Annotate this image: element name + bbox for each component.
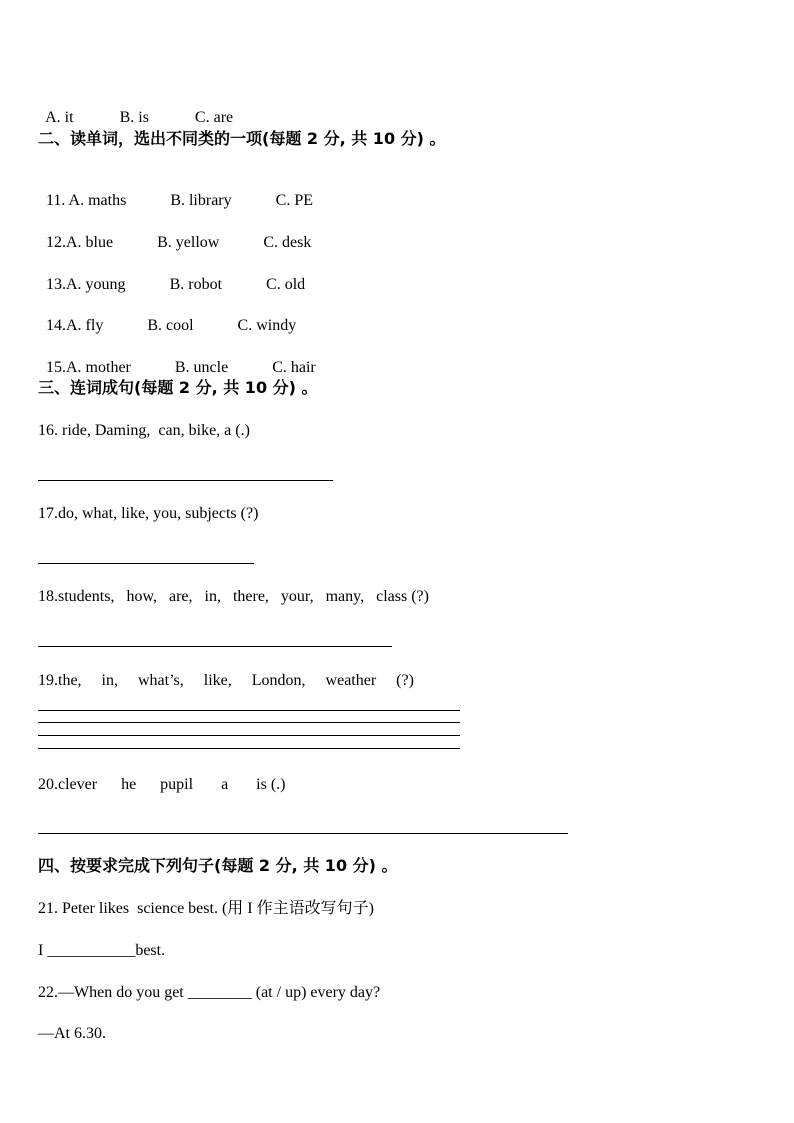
question-row	[38, 213, 311, 253]
option-c: C. PE	[275, 192, 313, 209]
answer-line-17[interactable]	[38, 563, 254, 564]
question-number: 14.	[46, 317, 66, 334]
option-a: A. mother	[66, 359, 131, 376]
section-heading-3: 三、连词成句(每题 2 分, 共 10 分) 。	[38, 378, 318, 397]
question-20: 20.clever he pupil a is (.)	[38, 776, 286, 793]
answer-line-19c[interactable]	[38, 735, 460, 736]
question-16: 16. ride, Daming, can, bike, a (.)	[38, 422, 250, 439]
section-heading-4: 四、按要求完成下列句子(每题 2 分, 共 10 分) 。	[38, 856, 398, 875]
question-19: 19.the, in, what’s, like, London, weather (?)	[38, 672, 414, 689]
question-21: 21. Peter likes science best. (用 I 作主语改写句子)	[38, 900, 374, 917]
option-c: C. hair	[272, 359, 316, 376]
question-row	[38, 296, 296, 336]
option-b: B. yellow	[157, 234, 220, 251]
option-a: A. young	[66, 276, 126, 293]
option-a: A. blue	[66, 234, 114, 251]
option-c: C. desk	[263, 234, 312, 251]
question-number: 13.	[46, 276, 66, 293]
option-a: A. maths	[68, 192, 127, 209]
option-a: A. fly	[66, 317, 104, 334]
option-c: C. are	[194, 109, 234, 126]
section-heading-2: 二、读单词，选出不同类的一项(每题 2 分, 共 10 分) 。	[38, 129, 446, 148]
question-18: 18.students, how, are, in, there, your, many, class (?)	[38, 588, 429, 605]
option-b: B. is	[119, 109, 149, 126]
question-row	[38, 255, 305, 295]
option-b: B. robot	[169, 276, 223, 293]
question-row	[38, 338, 316, 378]
option-a: A. it	[45, 109, 74, 126]
answer-line-16[interactable]	[38, 480, 333, 481]
answer-line-20[interactable]	[38, 833, 568, 834]
question-number: 12.	[46, 234, 66, 251]
answer-line-19d[interactable]	[38, 748, 460, 749]
answer-line-18[interactable]	[38, 646, 392, 647]
option-c: C. old	[266, 276, 306, 293]
question-22[interactable]: 22.—When do you get ________ (at / up) every day?	[38, 984, 381, 1001]
question-number: 15.	[46, 359, 66, 376]
question-17: 17.do, what, like, you, subjects (?)	[38, 505, 259, 522]
option-b: B. uncle	[174, 359, 229, 376]
option-b: B. cool	[147, 317, 194, 334]
answer-line-19a[interactable]	[38, 710, 460, 711]
question-22-answer: —At 6.30.	[38, 1025, 106, 1042]
option-c: C. windy	[237, 317, 297, 334]
question-21-answer[interactable]: I ___________best.	[38, 942, 166, 959]
question-number: 11.	[46, 192, 66, 209]
answer-line-19b[interactable]	[38, 722, 460, 723]
option-b: B. library	[170, 192, 232, 209]
option-row	[38, 88, 233, 128]
question-row	[38, 171, 313, 211]
